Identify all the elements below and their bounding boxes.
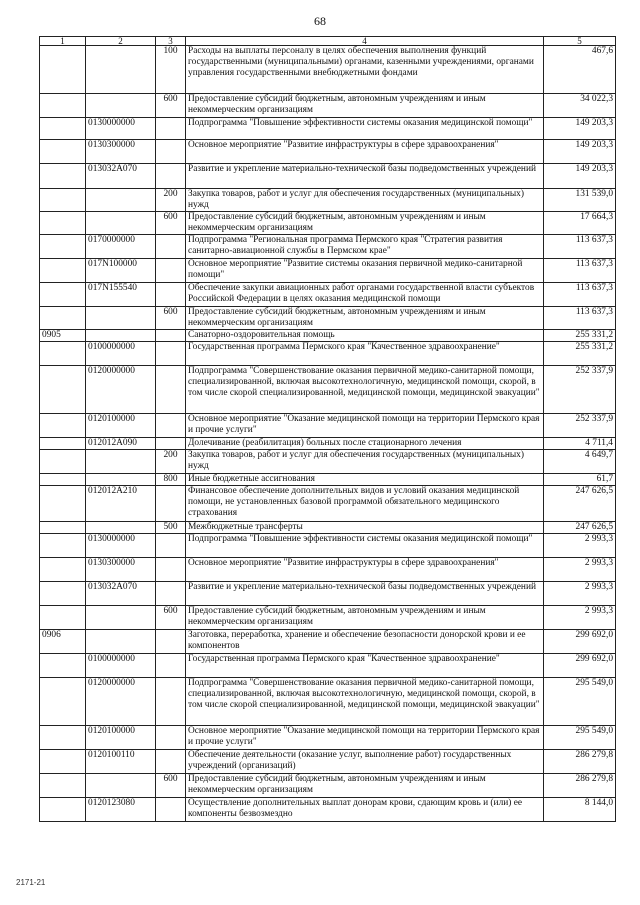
column-header: 3 — [156, 37, 186, 46]
table-row — [40, 558, 616, 582]
expense-type-cell — [156, 750, 186, 774]
amount-cell: 2 993,3 — [544, 534, 616, 558]
expense-type-cell: 800 — [156, 474, 186, 486]
section-code-cell — [40, 726, 86, 750]
table-row — [40, 678, 616, 726]
expense-type-cell — [156, 678, 186, 726]
target-article-cell: 0170000000 — [86, 235, 156, 259]
target-article-cell — [86, 330, 156, 342]
description-cell: Государственная программа Пермского края "Качественное здравоохранение" — [186, 654, 544, 678]
column-header: 2 — [86, 37, 156, 46]
target-article-cell: 013032А070 — [86, 582, 156, 606]
table-row — [40, 118, 616, 140]
section-code-cell — [40, 654, 86, 678]
table-row — [40, 486, 616, 522]
expense-type-cell — [156, 558, 186, 582]
description-cell: Основное мероприятие "Развитие инфраструктуры в сфере здравоохранения" — [186, 140, 544, 164]
target-article-cell: 0130300000 — [86, 558, 156, 582]
expense-type-cell: 100 — [156, 46, 186, 94]
section-code-cell — [40, 774, 86, 798]
description-cell: Межбюджетные трансферты — [186, 522, 544, 534]
table-row — [40, 582, 616, 606]
target-article-cell — [86, 606, 156, 630]
table-row — [40, 474, 616, 486]
description-cell: Основное мероприятие "Развитие инфраструктуры в сфере здравоохранения" — [186, 558, 544, 582]
section-code-cell — [40, 486, 86, 522]
section-code-cell — [40, 414, 86, 438]
table-row — [40, 774, 616, 798]
table-row — [40, 164, 616, 189]
target-article-cell — [86, 94, 156, 118]
section-code-cell — [40, 283, 86, 307]
target-article-cell: 012012А210 — [86, 486, 156, 522]
table-row — [40, 630, 616, 654]
amount-cell: 299 692,0 — [544, 630, 616, 654]
column-number-row — [40, 37, 616, 46]
target-article-cell: 0130300000 — [86, 140, 156, 164]
amount-cell: 34 022,3 — [544, 94, 616, 118]
table-row — [40, 726, 616, 750]
amount-cell: 4 649,7 — [544, 450, 616, 474]
amount-cell: 2 993,3 — [544, 582, 616, 606]
section-code-cell — [40, 474, 86, 486]
expense-type-cell — [156, 118, 186, 140]
expense-type-cell: 200 — [156, 450, 186, 474]
amount-cell: 247 626,5 — [544, 486, 616, 522]
table-row — [40, 522, 616, 534]
description-cell: Обеспечение закупки авиационных работ органами государственной власти субъектов Российской Федерации в целях оказания медицинской помощи — [186, 283, 544, 307]
amount-cell: 286 279,8 — [544, 750, 616, 774]
expense-type-cell — [156, 342, 186, 366]
target-article-cell — [86, 522, 156, 534]
amount-cell: 255 331,2 — [544, 342, 616, 366]
section-code-cell — [40, 678, 86, 726]
expense-type-cell — [156, 654, 186, 678]
expense-type-cell: 600 — [156, 606, 186, 630]
section-code-cell — [40, 342, 86, 366]
description-cell: Подпрограмма "Региональная программа Пермского края "Стратегия развития санитарно-авиационной службы в Пермском крае" — [186, 235, 544, 259]
expense-type-cell: 500 — [156, 522, 186, 534]
expense-type-cell — [156, 486, 186, 522]
description-cell: Развитие и укрепление материально-технической базы подведомственных учреждений — [186, 582, 544, 606]
target-article-cell — [86, 212, 156, 235]
target-article-cell: 017N100000 — [86, 259, 156, 283]
table-row — [40, 259, 616, 283]
expense-type-cell — [156, 164, 186, 189]
description-cell: Предоставление субсидий бюджетным, автономным учреждениям и иным некоммерческим организациям — [186, 94, 544, 118]
section-code-cell — [40, 582, 86, 606]
section-code-cell — [40, 94, 86, 118]
expense-type-cell — [156, 414, 186, 438]
description-cell: Подпрограмма "Совершенствование оказания первичной медико-санитарной помощи, специализированной, включая высокотехнологичную, медицинской помощи, скорой, в том числе скорой специализированной, медицинской помощи, медицинской эвакуации" — [186, 678, 544, 726]
section-code-cell: 0905 — [40, 330, 86, 342]
table-row — [40, 438, 616, 450]
description-cell: Основное мероприятие "Оказание медицинской помощи на территории Пермского края и прочие услуги" — [186, 414, 544, 438]
description-cell: Предоставление субсидий бюджетным, автономным учреждениям и иным некоммерческим организациям — [186, 212, 544, 235]
amount-cell: 252 337,9 — [544, 366, 616, 414]
table-row — [40, 534, 616, 558]
amount-cell: 131 539,0 — [544, 189, 616, 212]
amount-cell: 4 711,4 — [544, 438, 616, 450]
table-row — [40, 46, 616, 94]
target-article-cell: 0120123080 — [86, 798, 156, 822]
description-cell: Санаторно-оздоровительная помощь — [186, 330, 544, 342]
description-cell: Предоставление субсидий бюджетным, автономным учреждениям и иным некоммерческим организациям — [186, 307, 544, 330]
table-row — [40, 94, 616, 118]
section-code-cell — [40, 558, 86, 582]
target-article-cell — [86, 774, 156, 798]
target-article-cell — [86, 307, 156, 330]
amount-cell: 149 203,3 — [544, 164, 616, 189]
description-cell: Предоставление субсидий бюджетным, автономным учреждениям и иным некоммерческим организациям — [186, 606, 544, 630]
section-code-cell — [40, 259, 86, 283]
amount-cell: 295 549,0 — [544, 678, 616, 726]
expense-type-cell: 600 — [156, 774, 186, 798]
description-cell: Подпрограмма "Совершенствование оказания первичной медико-санитарной помощи, специализированной, включая высокотехнологичную, медицинской помощи, скорой, в том числе скорой специализированной, медицинской помощи, медицинской эвакуации" — [186, 366, 544, 414]
amount-cell: 113 637,3 — [544, 259, 616, 283]
amount-cell: 299 692,0 — [544, 654, 616, 678]
amount-cell: 247 626,5 — [544, 522, 616, 534]
expense-type-cell: 600 — [156, 212, 186, 235]
page-number: 68 — [314, 14, 326, 28]
description-cell: Обеспечение деятельности (оказание услуг, выполнение работ) государственных учреждений (организаций) — [186, 750, 544, 774]
amount-cell: 113 637,3 — [544, 283, 616, 307]
table-row — [40, 450, 616, 474]
target-article-cell: 0100000000 — [86, 342, 156, 366]
table-row — [40, 283, 616, 307]
section-code-cell — [40, 212, 86, 235]
section-code-cell — [40, 366, 86, 414]
amount-cell: 8 144,0 — [544, 798, 616, 822]
table-row — [40, 798, 616, 822]
description-cell: Подпрограмма "Повышение эффективности системы оказания медицинской помощи" — [186, 118, 544, 140]
target-article-cell — [86, 450, 156, 474]
target-article-cell: 0120000000 — [86, 366, 156, 414]
description-cell: Заготовка, переработка, хранение и обеспечение безопасности донорской крови и ее компонентов — [186, 630, 544, 654]
expense-type-cell: 600 — [156, 94, 186, 118]
section-code-cell — [40, 522, 86, 534]
description-cell: Закупка товаров, работ и услуг для обеспечения государственных (муниципальных) нужд — [186, 189, 544, 212]
expense-type-cell — [156, 582, 186, 606]
description-cell: Расходы на выплаты персоналу в целях обеспечения выполнения функций государственными (муниципальными) органами, казенными учреждениями, органами управления государственными внебюджетными фондами — [186, 46, 544, 94]
description-cell: Закупка товаров, работ и услуг для обеспечения государственных (муниципальных) нужд — [186, 450, 544, 474]
amount-cell: 286 279,8 — [544, 774, 616, 798]
amount-cell: 2 993,3 — [544, 606, 616, 630]
section-code-cell — [40, 534, 86, 558]
expense-type-cell — [156, 366, 186, 414]
table-row — [40, 654, 616, 678]
table-row — [40, 606, 616, 630]
table-row — [40, 330, 616, 342]
target-article-cell — [86, 46, 156, 94]
expense-type-cell — [156, 140, 186, 164]
target-article-cell: 017N155540 — [86, 283, 156, 307]
section-code-cell — [40, 798, 86, 822]
amount-cell: 295 549,0 — [544, 726, 616, 750]
amount-cell: 467,6 — [544, 46, 616, 94]
section-code-cell — [40, 450, 86, 474]
section-code-cell — [40, 46, 86, 94]
description-cell: Иные бюджетные ассигнования — [186, 474, 544, 486]
amount-cell: 113 637,3 — [544, 235, 616, 259]
section-code-cell — [40, 307, 86, 330]
table-row — [40, 140, 616, 164]
table-row — [40, 307, 616, 330]
description-cell: Осуществление дополнительных выплат донорам крови, сдающим кровь и (или) ее компоненты безвозмездно — [186, 798, 544, 822]
section-code-cell — [40, 438, 86, 450]
expense-type-cell — [156, 726, 186, 750]
target-article-cell: 0130000000 — [86, 534, 156, 558]
amount-cell: 252 337,9 — [544, 414, 616, 438]
section-code-cell — [40, 750, 86, 774]
description-cell: Основное мероприятие "Оказание медицинской помощи на территории Пермского края и прочие услуги" — [186, 726, 544, 750]
target-article-cell: 0120100110 — [86, 750, 156, 774]
column-header: 5 — [544, 37, 616, 46]
description-cell: Подпрограмма "Повышение эффективности системы оказания медицинской помощи" — [186, 534, 544, 558]
section-code-cell — [40, 118, 86, 140]
amount-cell: 61,7 — [544, 474, 616, 486]
section-code-cell: 0906 — [40, 630, 86, 654]
target-article-cell: 0120000000 — [86, 678, 156, 726]
expense-type-cell — [156, 438, 186, 450]
description-cell: Государственная программа Пермского края "Качественное здравоохранение" — [186, 342, 544, 366]
amount-cell: 149 203,3 — [544, 140, 616, 164]
section-code-cell — [40, 164, 86, 189]
section-code-cell — [40, 235, 86, 259]
section-code-cell — [40, 140, 86, 164]
expense-type-cell — [156, 630, 186, 654]
table-row — [40, 414, 616, 438]
amount-cell: 149 203,3 — [544, 118, 616, 140]
table-row — [40, 235, 616, 259]
target-article-cell: 012012А090 — [86, 438, 156, 450]
expense-type-cell: 200 — [156, 189, 186, 212]
amount-cell: 255 331,2 — [544, 330, 616, 342]
table-row — [40, 750, 616, 774]
target-article-cell: 013032А070 — [86, 164, 156, 189]
budget-table — [39, 36, 616, 822]
section-code-cell — [40, 606, 86, 630]
target-article-cell — [86, 630, 156, 654]
column-header: 4 — [186, 37, 544, 46]
target-article-cell: 0120100000 — [86, 726, 156, 750]
expense-type-cell — [156, 330, 186, 342]
target-article-cell: 0130000000 — [86, 118, 156, 140]
description-cell: Финансовое обеспечение дополнительных видов и условий оказания медицинской помощи, не установленных базовой программой обязательного медицинского страхования — [186, 486, 544, 522]
section-code-cell — [40, 189, 86, 212]
description-cell: Основное мероприятие "Развитие системы оказания первичной медико-санитарной помощи" — [186, 259, 544, 283]
table-row — [40, 366, 616, 414]
column-header: 1 — [40, 37, 86, 46]
expense-type-cell — [156, 798, 186, 822]
description-cell: Долечивание (реабилитация) больных после стационарного лечения — [186, 438, 544, 450]
expense-type-cell: 600 — [156, 307, 186, 330]
expense-type-cell — [156, 283, 186, 307]
expense-type-cell — [156, 259, 186, 283]
document-code: 2171-21 — [16, 878, 46, 887]
target-article-cell — [86, 189, 156, 212]
table-row — [40, 212, 616, 235]
expense-type-cell — [156, 534, 186, 558]
expense-type-cell — [156, 235, 186, 259]
table-body — [40, 46, 616, 822]
description-cell: Предоставление субсидий бюджетным, автономным учреждениям и иным некоммерческим организациям — [186, 774, 544, 798]
target-article-cell: 0120100000 — [86, 414, 156, 438]
description-cell: Развитие и укрепление материально-технической базы подведомственных учреждений — [186, 164, 544, 189]
target-article-cell: 0100000000 — [86, 654, 156, 678]
amount-cell: 17 664,3 — [544, 212, 616, 235]
table-row — [40, 342, 616, 366]
target-article-cell — [86, 474, 156, 486]
amount-cell: 113 637,3 — [544, 307, 616, 330]
amount-cell: 2 993,3 — [544, 558, 616, 582]
table-row — [40, 189, 616, 212]
